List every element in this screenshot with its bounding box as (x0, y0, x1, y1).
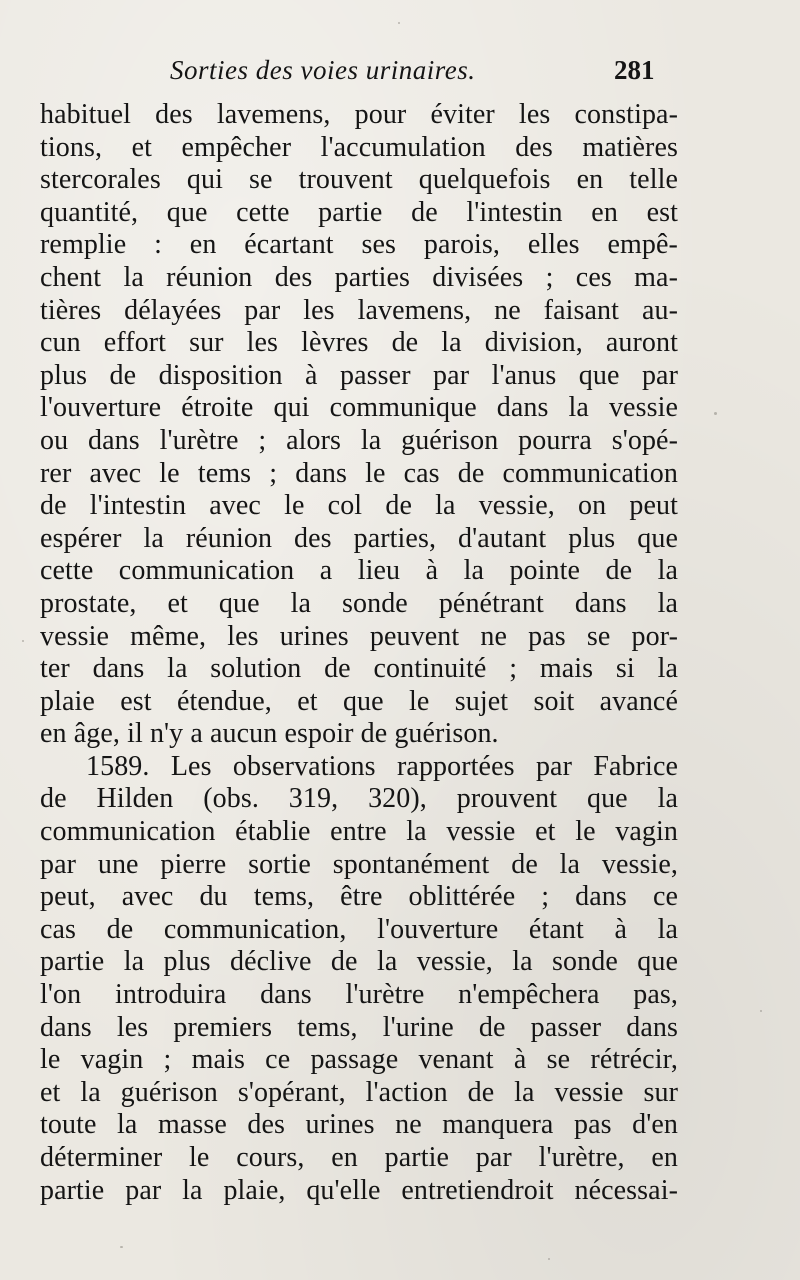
text-line: dans les premiers tems, l'urine de passer dans (40, 1011, 678, 1043)
text-line: partie la plus déclive de la vessie, la sonde que (40, 946, 678, 978)
text-line: de l'intestin avec le col de la vessie, on peut (40, 490, 678, 522)
text-line: ter dans la solution de continuité ; mais si la (40, 653, 678, 685)
paper-speck (398, 22, 400, 24)
paper-speck (120, 1246, 123, 1248)
paper-speck (548, 1258, 550, 1260)
running-title: Sorties des voies urinaires. (170, 55, 476, 85)
text-line: déterminer le cours, en partie par l'urètre, en (40, 1142, 678, 1173)
text-line: remplie : en écartant ses parois, elles empê- (40, 229, 678, 261)
paper-speck (760, 1010, 762, 1012)
text-line: quantité, que cette partie de l'intestin en est (40, 196, 678, 228)
text-line: espérer la réunion des parties, d'autant plus que (40, 522, 678, 554)
text-line: vessie même, les urines peuvent ne pas se por- (40, 620, 678, 652)
text-line: par une pierre sortie spontanément de la vessie, (40, 848, 678, 880)
text-line: habituel des lavemens, pour éviter les constipa- (40, 99, 678, 130)
text-line: ou dans l'urètre ; alors la guérison pourra s'opé- (40, 424, 678, 456)
text-line: et la guérison s'opérant, l'action de la vessie sur (40, 1076, 678, 1108)
text-line: communication établie entre la vessie et le vagin (40, 816, 678, 848)
text-line: tières délayées par les lavemens, ne faisant au- (40, 294, 678, 326)
text-line: peut, avec du tems, être oblittérée ; dans ce (40, 881, 678, 913)
text-line: plus de disposition à passer par l'anus que par (40, 359, 678, 391)
paper-speck (714, 412, 717, 415)
page-number: 281 (614, 55, 655, 85)
text-line: l'ouverture étroite qui communique dans la vessie (40, 392, 678, 424)
text-line: cas de communication, l'ouverture étant à la (40, 913, 678, 945)
body-text (40, 99, 678, 1207)
paragraph-end-line: en âge, il n'y a aucun espoir de guérison. (40, 718, 499, 750)
text-line: tions, et empêcher l'accumulation des matières (40, 131, 678, 163)
text-line: partie par la plaie, qu'elle entretiendroit nécessai- (40, 1174, 678, 1206)
text-line: l'on introduira dans l'urètre n'empêchera pas, (40, 979, 678, 1011)
section-1589-first-line: 1589. Les observations rapportées par Fabrice (86, 750, 678, 782)
text-line: prostate, et que la sonde pénétrant dans la (40, 587, 678, 619)
text-line: le vagin ; mais ce passage venant à se rétrécir, (40, 1044, 678, 1076)
page-header (0, 55, 800, 95)
text-line: cun effort sur les lèvres de la division, auront (40, 327, 678, 359)
text-line: cette communication a lieu à la pointe de la (40, 555, 678, 587)
text-line: toute la masse des urines ne manquera pas d'en (40, 1109, 678, 1141)
paper-speck (22, 640, 24, 642)
text-line: plaie est étendue, et que le sujet soit avancé (40, 685, 678, 717)
text-line: rer avec le tems ; dans le cas de communication (40, 457, 678, 489)
text-line: chent la réunion des parties divisées ; ces ma- (40, 261, 678, 293)
text-line: stercorales qui se trouvent quelquefois en telle (40, 164, 678, 196)
text-line: de Hilden (obs. 319, 320), prouvent que la (40, 783, 678, 815)
